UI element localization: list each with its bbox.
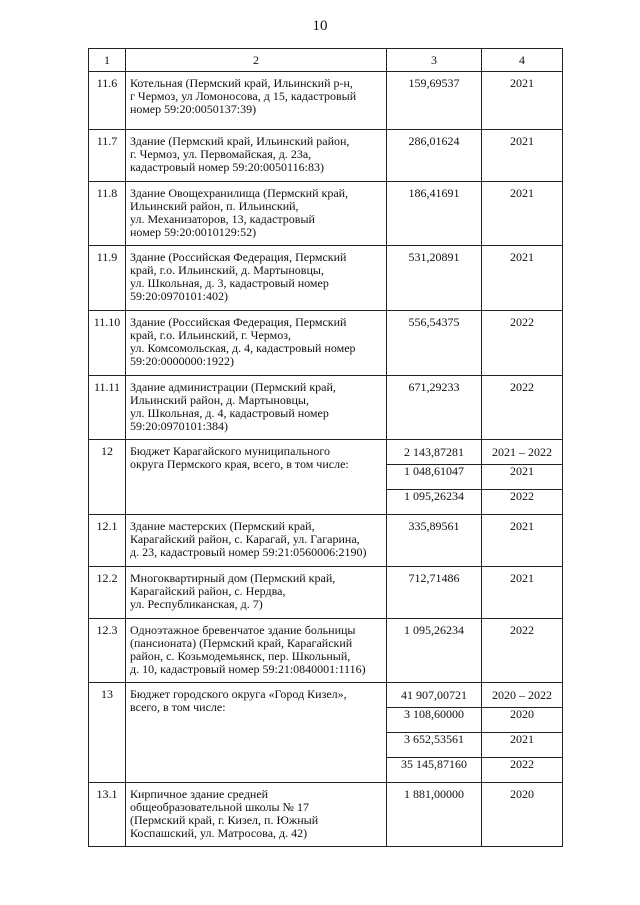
table-row (89, 130, 563, 182)
row-value: 1 048,61047 (387, 465, 482, 490)
row-year: 2020 (482, 708, 563, 733)
row-value: 2 143,87281 (387, 440, 482, 465)
table-row (89, 72, 563, 130)
table-row (89, 515, 563, 567)
row-year: 2022 (482, 619, 563, 683)
header-row (89, 49, 563, 72)
table-row (89, 182, 563, 246)
row-year: 2021 (482, 130, 563, 182)
row-number: 11.8 (89, 182, 126, 246)
row-year: 2021 (482, 515, 563, 567)
row-value: 159,69537 (387, 72, 482, 130)
row-year: 2022 (482, 376, 563, 440)
row-year: 2021 (482, 72, 563, 130)
row-value: 3 652,53561 (387, 733, 482, 758)
row-number: 12.1 (89, 515, 126, 567)
row-year: 2022 (482, 758, 563, 783)
row-value: 1 881,00000 (387, 783, 482, 847)
table-row (89, 783, 563, 847)
table-row (89, 567, 563, 619)
table-row (89, 619, 563, 683)
row-year: 2022 (482, 311, 563, 376)
row-year: 2021 (482, 246, 563, 311)
row-year: 2020 (482, 783, 563, 847)
row-number: 13.1 (89, 783, 126, 847)
row-name: Одноэтажное бревенчатое здание больницы (пансионата) (Пермский край, Карагайский район, с. Козьмодемьянск, пер. Школьный, д. 10, кадастровый номер 59:21:0840001:1116) (126, 619, 387, 683)
page-number: 10 (312, 18, 328, 34)
row-value: 671,29233 (387, 376, 482, 440)
header-cell: 4 (482, 49, 563, 72)
row-number: 11.11 (89, 376, 126, 440)
row-value: 1 095,26234 (387, 619, 482, 683)
row-name: Бюджет городского округа «Город Кизел», всего, в том числе: (126, 683, 387, 783)
row-value: 35 145,87160 (387, 758, 482, 783)
row-name: Здание (Российская Федерация, Пермский край, г.о. Ильинский, д. Мартыновцы, ул. Школьная, д. 3, кадастровый номер 59:20:0970101:402) (126, 246, 387, 311)
row-value: 1 095,26234 (387, 490, 482, 515)
row-number: 12.2 (89, 567, 126, 619)
row-value: 3 108,60000 (387, 708, 482, 733)
row-name: Здание (Пермский край, Ильинский район, г. Чермоз, ул. Первомайская, д. 23а, кадастровый номер 59:20:0050116:83) (126, 130, 387, 182)
row-value: 531,20891 (387, 246, 482, 311)
row-number: 11.7 (89, 130, 126, 182)
table-row (89, 311, 563, 376)
row-year: 2021 (482, 182, 563, 246)
row-name: Здание администрации (Пермский край, Ильинский район, д. Мартыновцы, ул. Школьная, д. 4, кадастровый номер 59:20:0970101:384) (126, 376, 387, 440)
row-year: 2020 – 2022 (482, 683, 563, 708)
row-number: 11.6 (89, 72, 126, 130)
row-name: Бюджет Карагайского муниципального округа Пермского края, всего, в том числе: (126, 440, 387, 515)
table-row (89, 246, 563, 311)
header-cell: 2 (126, 49, 387, 72)
row-year: 2021 – 2022 (482, 440, 563, 465)
table-row-group-13 (89, 683, 563, 708)
row-value: 186,41691 (387, 182, 482, 246)
row-number: 12.3 (89, 619, 126, 683)
row-number: 13 (89, 683, 126, 783)
table-row-group-12 (89, 440, 563, 465)
row-number: 11.9 (89, 246, 126, 311)
row-name: Здание Овощехранилища (Пермский край, Ильинский район, п. Ильинский, ул. Механизаторов, 13, кадастровый номер 59:20:0010129:52) (126, 182, 387, 246)
row-value: 556,54375 (387, 311, 482, 376)
table-row (89, 376, 563, 440)
row-year: 2021 (482, 465, 563, 490)
row-name: Здание (Российская Федерация, Пермский край, г.о. Ильинский, г. Чермоз, ул. Комсомольская, д. 4, кадастровый номер 59:20:0000000:1922) (126, 311, 387, 376)
row-value: 286,01624 (387, 130, 482, 182)
row-year: 2022 (482, 490, 563, 515)
data-table (88, 48, 563, 847)
header-cell: 1 (89, 49, 126, 72)
row-name: Здание мастерских (Пермский край, Карагайский район, с. Карагай, ул. Гагарина, д. 23, кадастровый номер 59:21:0560006:2190) (126, 515, 387, 567)
row-name: Многоквартирный дом (Пермский край, Карагайский район, с. Нердва, ул. Республиканская, д. 7) (126, 567, 387, 619)
row-value: 712,71486 (387, 567, 482, 619)
row-value: 41 907,00721 (387, 683, 482, 708)
row-value: 335,89561 (387, 515, 482, 567)
row-name: Котельная (Пермский край, Ильинский р-н, г Чермоз, ул Ломоносова, д 15, кадастровый номер 59:20:0050137:39) (126, 72, 387, 130)
header-cell: 3 (387, 49, 482, 72)
row-number: 12 (89, 440, 126, 515)
row-number: 11.10 (89, 311, 126, 376)
row-year: 2021 (482, 733, 563, 758)
row-year: 2021 (482, 567, 563, 619)
row-name: Кирпичное здание средней общеобразовательной школы № 17 (Пермский край, г. Кизел, п. Южный Коспашский, ул. Матросова, д. 42) (126, 783, 387, 847)
